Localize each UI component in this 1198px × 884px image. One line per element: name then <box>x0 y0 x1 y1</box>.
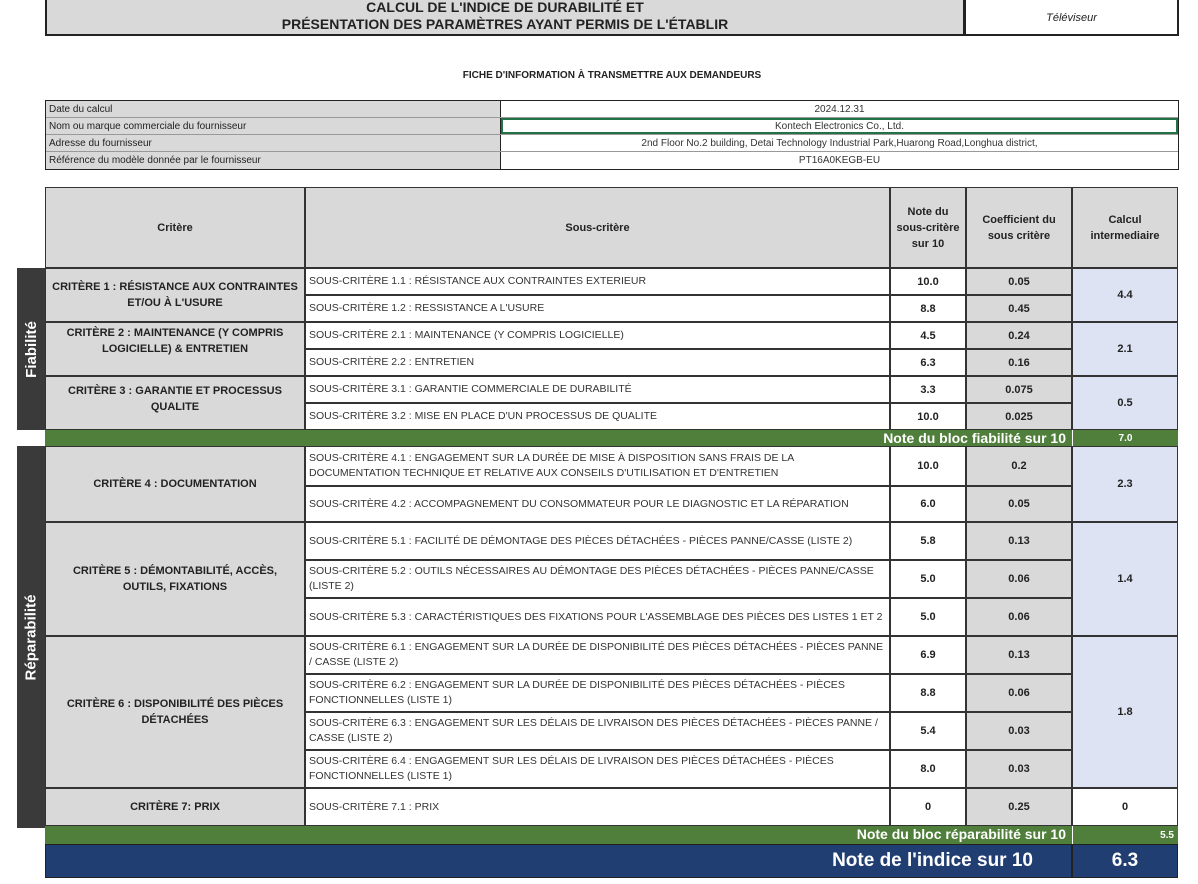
sub-criterion-4-1[interactable]: SOUS-CRITÈRE 4.1 : ENGAGEMENT SUR LA DURÉE DE MISE À DISPOSITION SANS FRAIS DE LA DOCUMENTATION TECHNIQUE ET RELATIVE AUX CONSEILS D'UTILISATION ET D'ENTRETIEN <box>305 446 890 486</box>
sub-criterion-1-2[interactable]: SOUS-CRITÈRE 1.2 : RESSISTANCE A L'USURE <box>305 295 890 322</box>
calc-criterion-6[interactable]: 1.8 <box>1072 636 1178 788</box>
info-label: Date du calcul <box>46 101 501 117</box>
section-label-fiabilite <box>17 268 45 430</box>
coef-1-2[interactable]: 0.45 <box>966 295 1072 322</box>
sub-criterion-6-3[interactable]: SOUS-CRITÈRE 6.3 : ENGAGEMENT SUR LES DÉLAIS DE LIVRAISON DES PIÈCES DÉTACHÉES - PIÈCES PANNE / CASSE (LISTE 2) <box>305 712 890 750</box>
criterion-3[interactable]: CRITÈRE 3 : GARANTIE ET PROCESSUS QUALITE <box>45 376 305 430</box>
note-2-1[interactable]: 4.5 <box>890 322 966 349</box>
note-5-1[interactable]: 5.8 <box>890 522 966 560</box>
sub-criterion-4-2[interactable]: SOUS-CRITÈRE 4.2 : ACCOMPAGNEMENT DU CONSOMMATEUR POUR LE DIAGNOSTIC ET LA RÉPARATION <box>305 486 890 522</box>
title-line-1: CALCUL DE L'INDICE DE DURABILITÉ ET <box>366 0 644 15</box>
criterion-4[interactable]: CRITÈRE 4 : DOCUMENTATION <box>45 446 305 522</box>
info-row-address <box>46 135 1178 152</box>
section-label-reparabilite <box>17 446 45 828</box>
sub-criterion-6-1[interactable]: SOUS-CRITÈRE 6.1 : ENGAGEMENT SUR LA DURÉE DE DISPONIBILITÉ DES PIÈCES DÉTACHÉES - PIÈCES PANNE / CASSE (LISTE 2) <box>305 636 890 674</box>
header-coefficient: Coefficient du sous critère <box>966 187 1072 268</box>
sub-criterion-2-1[interactable]: SOUS-CRITÈRE 2.1 : MAINTENANCE (Y COMPRIS LOGICIELLE) <box>305 322 890 349</box>
calc-criterion-5[interactable]: 1.4 <box>1072 522 1178 636</box>
note-6-4[interactable]: 8.0 <box>890 750 966 788</box>
coef-5-3[interactable]: 0.06 <box>966 598 1072 636</box>
criterion-5[interactable]: CRITÈRE 5 : DÉMONTABILITÉ, ACCÈS, OUTILS, FIXATIONS <box>45 522 305 636</box>
calc-criterion-2[interactable]: 2.1 <box>1072 322 1178 376</box>
note-5-2[interactable]: 5.0 <box>890 560 966 598</box>
info-row-date <box>46 101 1178 118</box>
calc-criterion-3[interactable]: 0.5 <box>1072 376 1178 430</box>
coef-1-1[interactable]: 0.05 <box>966 268 1072 295</box>
info-row-model-reference <box>46 152 1178 169</box>
fiabilite-block-label: Note du bloc fiabilité sur 10 <box>45 430 1072 446</box>
coef-7-1[interactable]: 0.25 <box>966 788 1072 826</box>
index-label: Note de l'indice sur 10 <box>45 844 1072 878</box>
sub-criterion-6-4[interactable]: SOUS-CRITÈRE 6.4 : ENGAGEMENT SUR LES DÉLAIS DE LIVRAISON DES PIÈCES DÉTACHÉES - PIÈCES FONCTIONNELLES (LISTE 1) <box>305 750 890 788</box>
sub-criterion-1-1[interactable]: SOUS-CRITÈRE 1.1 : RÉSISTANCE AUX CONTRAINTES EXTERIEUR <box>305 268 890 295</box>
criterion-2[interactable]: CRITÈRE 2 : MAINTENANCE (Y COMPRIS LOGICIELLE) & ENTRETIEN <box>45 322 305 376</box>
sub-criterion-3-1[interactable]: SOUS-CRITÈRE 3.1 : GARANTIE COMMERCIALE DE DURABILITÉ <box>305 376 890 403</box>
info-value-address[interactable]: 2nd Floor No.2 building, Detai Technology Industrial Park,Huarong Road,Longhua district, <box>641 138 1038 149</box>
coef-5-1[interactable]: 0.13 <box>966 522 1072 560</box>
info-label: Nom ou marque commerciale du fournisseur <box>46 118 501 134</box>
note-3-2[interactable]: 10.0 <box>890 403 966 430</box>
sub-criterion-5-3[interactable]: SOUS-CRITÈRE 5.3 : CARACTÉRISTIQUES DES FIXATIONS POUR L'ASSEMBLAGE DES PIÈCES DES LISTES 1 ET 2 <box>305 598 890 636</box>
coef-6-3[interactable]: 0.03 <box>966 712 1072 750</box>
note-1-1[interactable]: 10.0 <box>890 268 966 295</box>
header-calcul: Calcul intermediaire <box>1072 187 1178 268</box>
note-3-1[interactable]: 3.3 <box>890 376 966 403</box>
reparabilite-block-value[interactable]: 5.5 <box>1072 826 1178 844</box>
title-line-2: PRÉSENTATION DES PARAMÈTRES AYANT PERMIS DE L'ÉTABLIR <box>281 16 729 32</box>
coef-4-2[interactable]: 0.05 <box>966 486 1072 522</box>
calc-criterion-4[interactable]: 2.3 <box>1072 446 1178 522</box>
coef-3-1[interactable]: 0.075 <box>966 376 1072 403</box>
section-reparabilite-text: Réparabilité <box>22 594 40 680</box>
calc-criterion-1[interactable]: 4.4 <box>1072 268 1178 322</box>
sub-criterion-2-2[interactable]: SOUS-CRITÈRE 2.2 : ENTRETIEN <box>305 349 890 376</box>
note-4-2[interactable]: 6.0 <box>890 486 966 522</box>
sub-criterion-5-1[interactable]: SOUS-CRITÈRE 5.1 : FACILITÉ DE DÉMONTAGE DES PIÈCES DÉTACHÉES - PIÈCES PANNE/CASSE (LISTE 2) <box>305 522 890 560</box>
coef-5-2[interactable]: 0.06 <box>966 560 1072 598</box>
fiabilite-block-value[interactable]: 7.0 <box>1072 430 1178 446</box>
note-6-2[interactable]: 8.8 <box>890 674 966 712</box>
sub-criterion-6-2[interactable]: SOUS-CRITÈRE 6.2 : ENGAGEMENT SUR LA DURÉE DE DISPONIBILITÉ DES PIÈCES DÉTACHÉES - PIÈCES FONCTIONNELLES (LISTE 1) <box>305 674 890 712</box>
calc-criterion-7[interactable]: 0 <box>1072 788 1178 826</box>
coef-6-2[interactable]: 0.06 <box>966 674 1072 712</box>
section-fiabilite-text: Fiabilité <box>22 320 40 378</box>
info-row-supplier-name <box>46 118 1178 135</box>
note-6-1[interactable]: 6.9 <box>890 636 966 674</box>
coef-6-1[interactable]: 0.13 <box>966 636 1072 674</box>
product-type-cell[interactable]: Téléviseur <box>965 0 1179 36</box>
title-block <box>45 0 965 36</box>
coef-2-1[interactable]: 0.24 <box>966 322 1072 349</box>
coef-3-2[interactable]: 0.025 <box>966 403 1072 430</box>
header-sous-critere: Sous-critère <box>305 187 890 268</box>
sub-criterion-5-2[interactable]: SOUS-CRITÈRE 5.2 : OUTILS NÉCESSAIRES AU DÉMONTAGE DES PIÈCES DÉTACHÉES - PIÈCES PANNE/CASSE (LISTE 2) <box>305 560 890 598</box>
note-1-2[interactable]: 8.8 <box>890 295 966 322</box>
criterion-1[interactable]: CRITÈRE 1 : RÉSISTANCE AUX CONTRAINTES ET/OU À L'USURE <box>45 268 305 322</box>
coef-6-4[interactable]: 0.03 <box>966 750 1072 788</box>
reparabilite-block-label: Note du bloc réparabilité sur 10 <box>45 826 1072 844</box>
note-4-1[interactable]: 10.0 <box>890 446 966 486</box>
note-2-2[interactable]: 6.3 <box>890 349 966 376</box>
info-label: Adresse du fournisseur <box>46 135 501 151</box>
note-6-3[interactable]: 5.4 <box>890 712 966 750</box>
header-critere: Critère <box>45 187 305 268</box>
sub-criterion-7-1[interactable]: SOUS-CRITÈRE 7.1 : PRIX <box>305 788 890 826</box>
info-value-model-reference[interactable]: PT16A0KEGB-EU <box>798 155 881 166</box>
note-5-3[interactable]: 5.0 <box>890 598 966 636</box>
criterion-6[interactable]: CRITÈRE 6 : DISPONIBILITÉ DES PIÈCES DÉTACHÉES <box>45 636 305 788</box>
supplier-info-table <box>45 100 1179 170</box>
header-note: Note du sous-critère sur 10 <box>890 187 966 268</box>
sub-criterion-3-2[interactable]: SOUS-CRITÈRE 3.2 : MISE EN PLACE D'UN PROCESSUS DE QUALITE <box>305 403 890 430</box>
info-label: Référence du modèle donnée par le fournisseur <box>46 152 501 169</box>
coef-2-2[interactable]: 0.16 <box>966 349 1072 376</box>
index-value[interactable]: 6.3 <box>1072 844 1178 878</box>
note-7-1[interactable]: 0 <box>890 788 966 826</box>
info-value-date[interactable]: 2024.12.31 <box>814 104 865 115</box>
coef-4-1[interactable]: 0.2 <box>966 446 1072 486</box>
criterion-7[interactable]: CRITÈRE 7: PRIX <box>45 788 305 826</box>
info-value-supplier-name[interactable]: Kontech Electronics Co., Ltd. <box>501 118 1178 134</box>
subtitle: FICHE D'INFORMATION À TRANSMETTRE AUX DEMANDEURS <box>462 70 762 81</box>
